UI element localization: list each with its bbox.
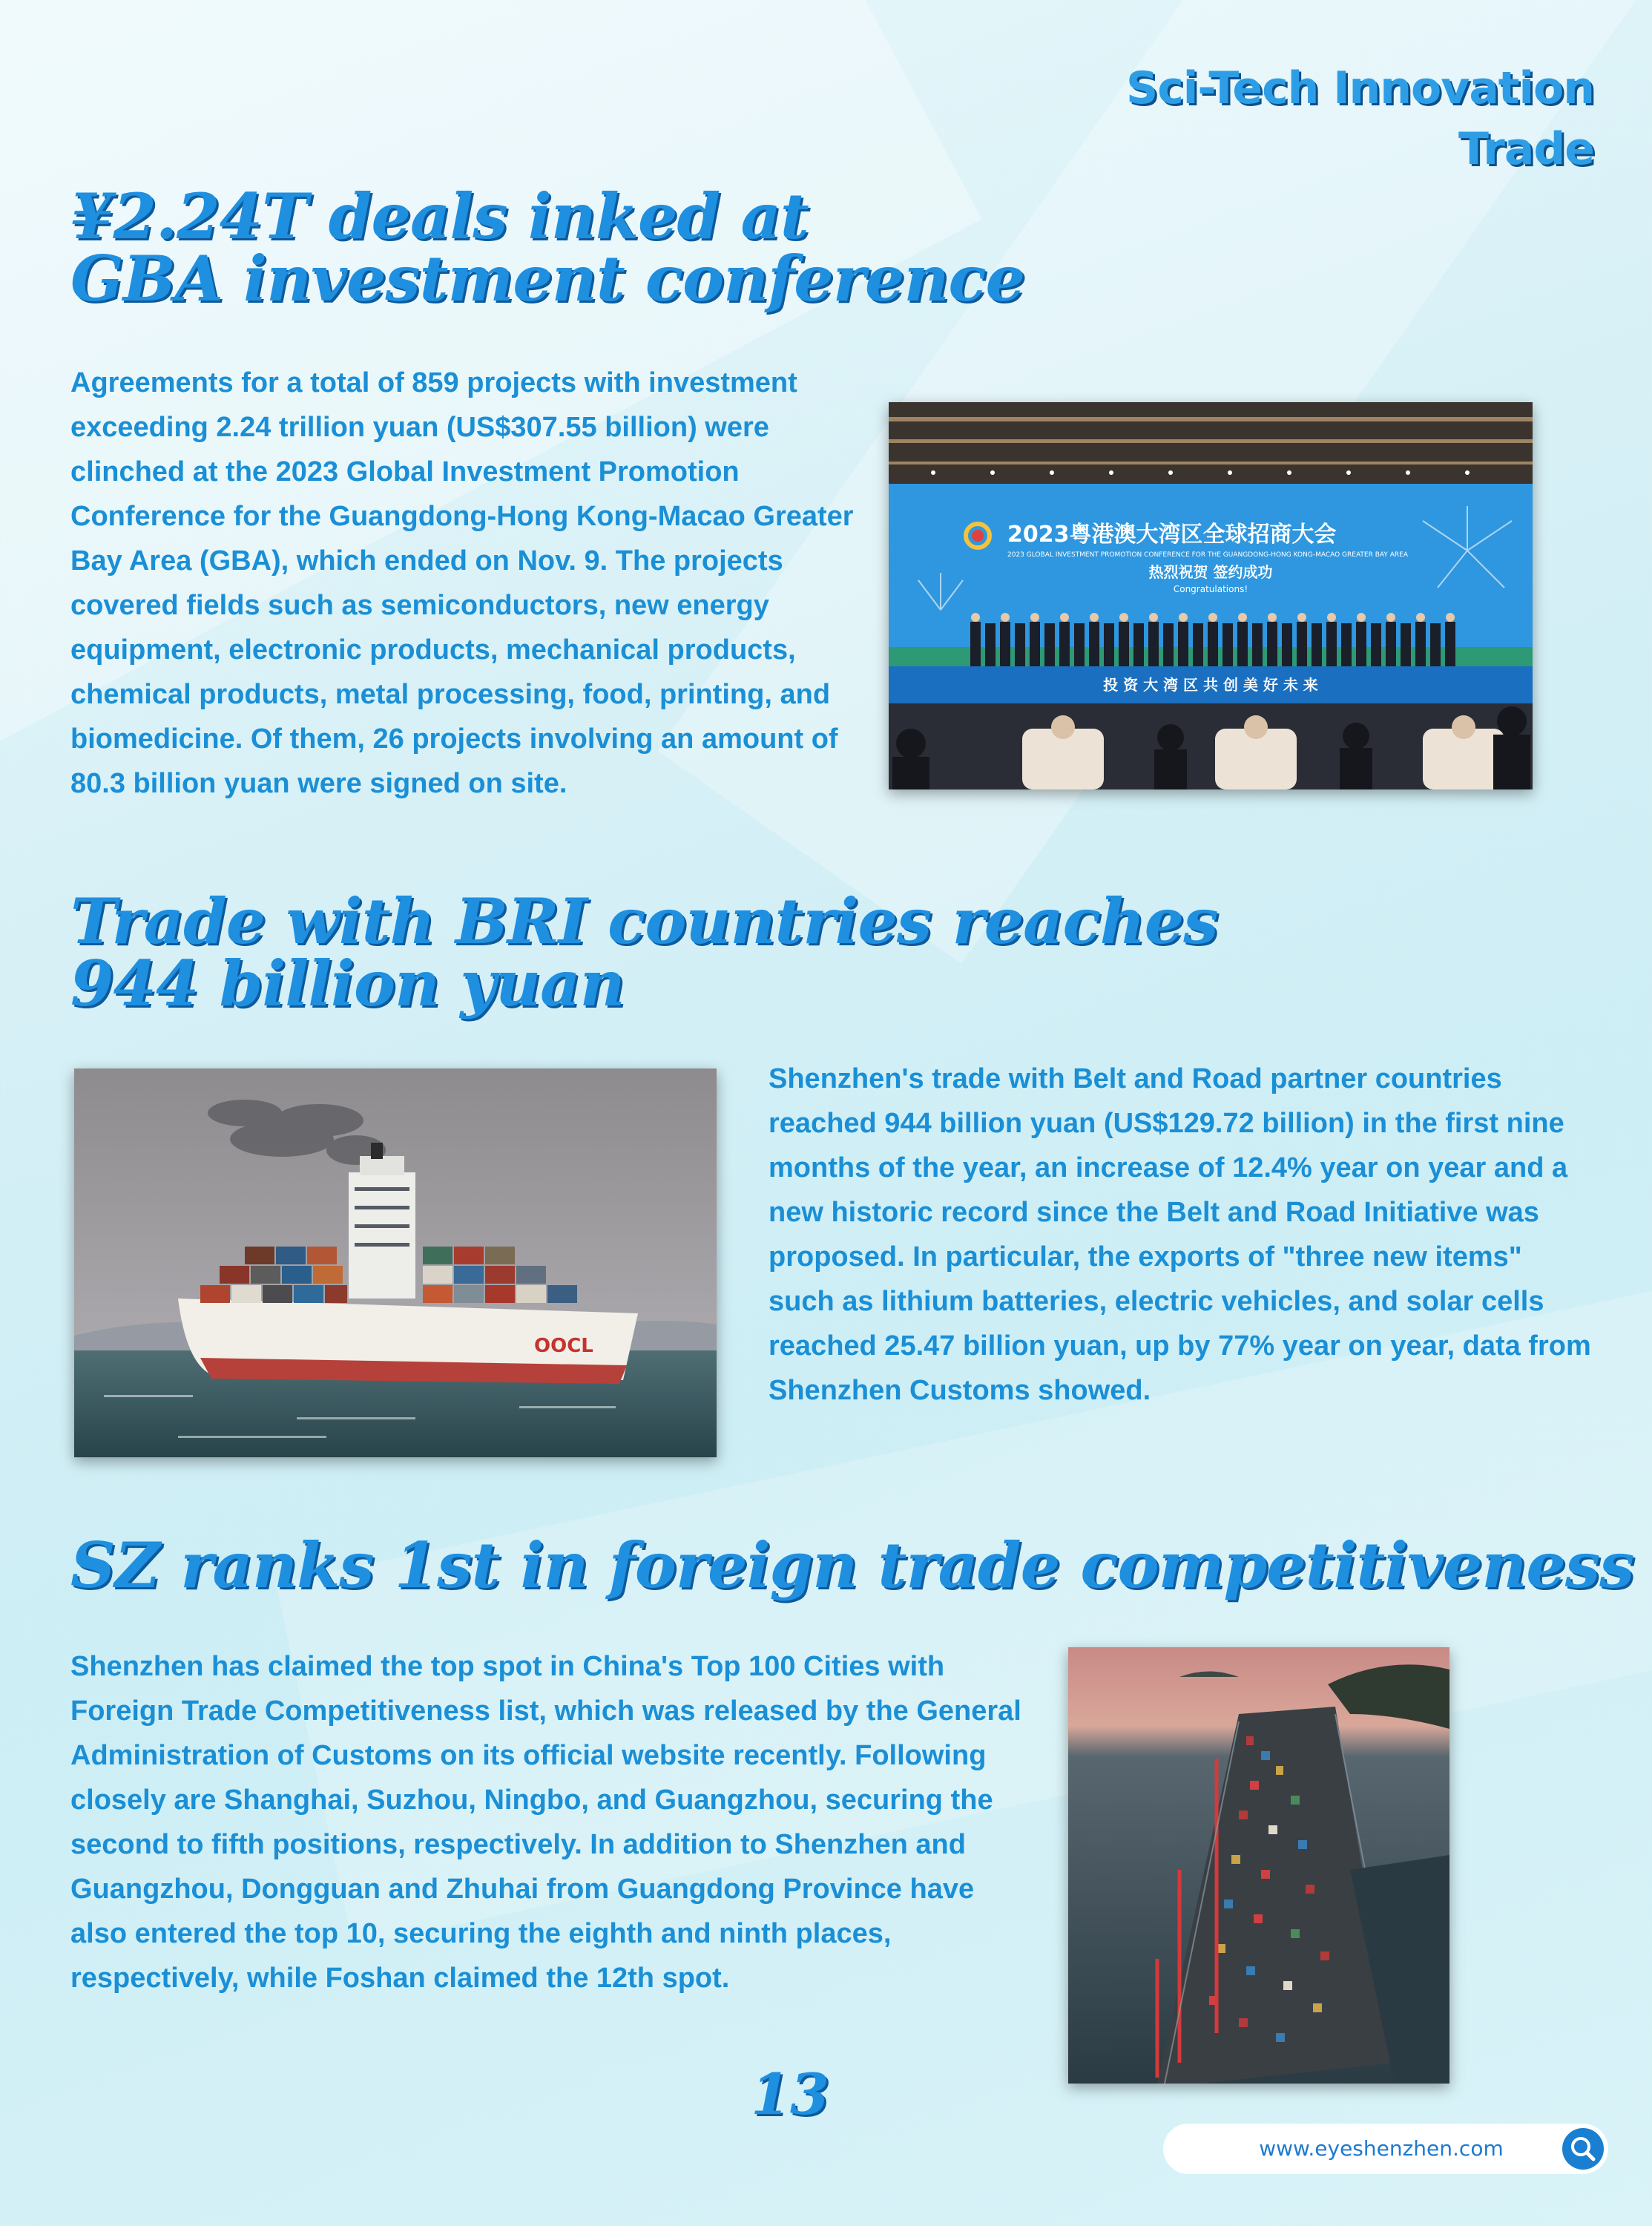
article-1-body: Agreements for a total of 859 projects with investment exceeding 2.24 trillion yuan (US$307.55 billion) were clinched at the 2023 Global Investment Promotion Conference for the Guangdong-Hong Kong-Macao Greater Bay Area (GBA), which ended on Nov. 9. The projects covered fields such as semiconductors, new energy equipment, electronic products, mechanical products, chemical products, metal processing, food, printing, and biomedicine. Of them, 26 projects involving an amount of 80.3 billion yuan were signed on site. <box>70 367 854 799</box>
stage-slogan: 投 资 大 湾 区 共 创 美 好 未 来 <box>1103 676 1318 694</box>
banner-sub-cn: 热烈祝贺 签约成功 <box>1148 563 1273 581</box>
article-1-headline-line2: GBA investment conference <box>70 242 1025 315</box>
website-url[interactable]: www.eyeshenzhen.com <box>1259 2136 1504 2161</box>
section-tag-line2: Trade <box>1458 123 1594 175</box>
cargo-ship-photo <box>74 1068 717 1457</box>
article-1-headline <box>70 180 1025 315</box>
section-tag-line1: Sci-Tech Innovation <box>1125 62 1594 114</box>
banner-title-en: 2023 GLOBAL INVESTMENT PROMOTION CONFERENCE FOR THE GUANGDONG-HONG KONG-MACAO GREATER BAY AREA <box>1007 551 1408 559</box>
article-1-headline-line1: ¥2.24T deals inked at <box>70 180 809 253</box>
banner-title-cn: 2023粤港澳大湾区全球招商大会 <box>1007 522 1337 548</box>
article-2-headline <box>70 884 1218 1020</box>
port-aerial-photo <box>1068 1647 1449 2084</box>
section-tag <box>1126 58 1594 180</box>
article-2-headline-line1: Trade with BRI countries reaches <box>70 884 1218 958</box>
article-3-headline <box>70 1529 1634 1602</box>
article-3-headline-line1: SZ ranks 1st in foreign trade competitiveness <box>70 1529 1634 1602</box>
hull-text: OOCL <box>534 1335 593 1357</box>
article-2-body: Shenzhen's trade with Belt and Road partner countries reached 944 billion yuan (US$129.72 billion) in the first nine months of the year, an increase of 12.4% year on year and a new historic record since the Belt and Road Initiative was proposed. In particular, the exports of "three new items" such as lithium batteries, electric vehicles, and solar cells reached 25.47 billion yuan, up by 77% year on year, data from Shenzhen Customs showed. <box>769 1063 1591 1406</box>
article-2-headline-line2: 944 billion yuan <box>70 947 625 1020</box>
website-bar <box>1163 2124 1608 2174</box>
banner-sub-en: Congratulations! <box>1173 584 1248 594</box>
conference-photo <box>889 402 1533 789</box>
article-3-body: Shenzhen has claimed the top spot in China's Top 100 Cities with Foreign Trade Competitiveness list, which was released by the General Administration of Customs on its official website recently. Following closely are Shanghai, Suzhou, Ningbo, and Guangzhou, securing the second to fifth positions, respectively. In addition to Shenzhen and Guangzhou, Dongguan and Zhuhai from Guangdong Province have also entered the top 10, securing the eighth and ninth places, respectively, while Foshan claimed the 12th spot. <box>70 1651 1021 1994</box>
magnifier-icon[interactable] <box>1562 2128 1604 2170</box>
page-number: 13 <box>751 2061 829 2127</box>
